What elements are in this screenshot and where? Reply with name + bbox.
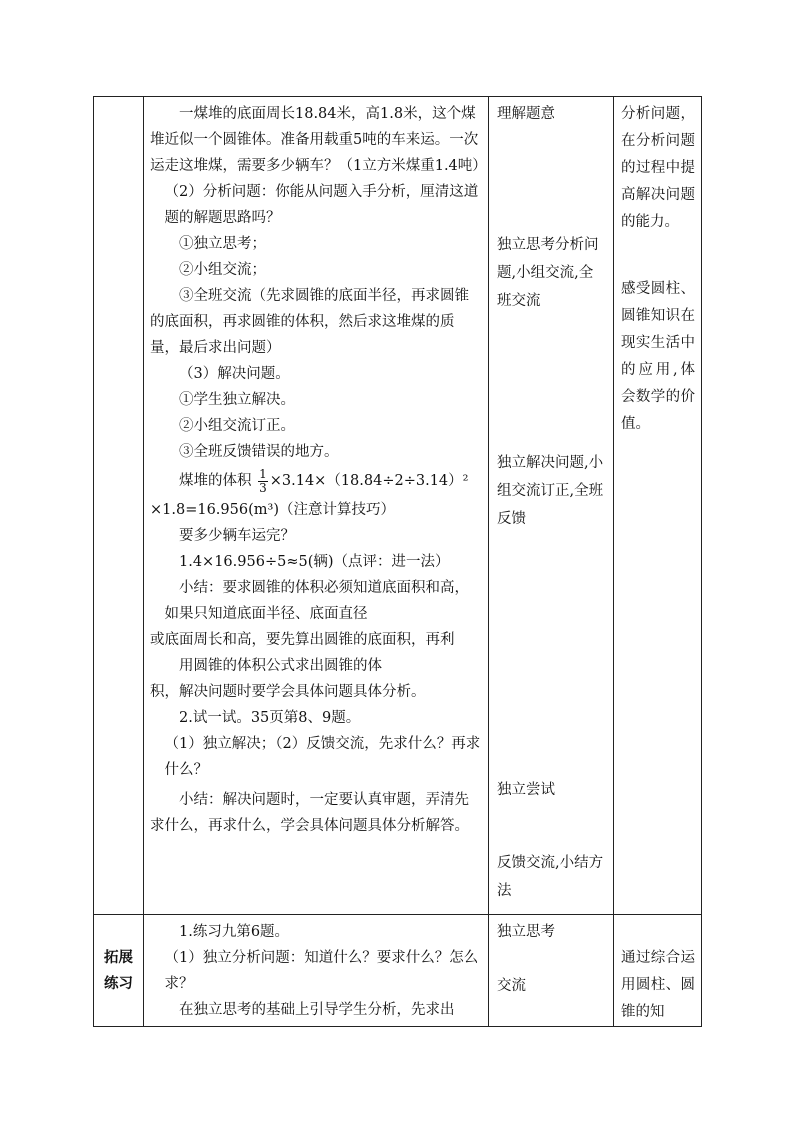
- try-title: 2.试一试。35页第8、9题。: [179, 710, 361, 726]
- section-cell-empty: [94, 97, 144, 915]
- summary-1-line-5: 积，解决问题时要学会具体问题具体分析。: [150, 684, 426, 700]
- analyze-title: （2）分析问题：你能从问题入手分析，厘清这道题的解题思路吗？: [164, 184, 479, 226]
- calculation: 1.4×16.956÷5≈5(辆)（点评：进一法）: [179, 554, 450, 570]
- table-row-extend: [94, 915, 702, 1027]
- solve-title: （3）解决问题。: [179, 366, 290, 382]
- activity-solve: 独立解决问题,小组交流订正,全班反馈: [497, 455, 604, 527]
- extend-line-2: （1）独立分析问题：知道什么？要求什么？怎么求？: [164, 950, 479, 992]
- student-activity-cell-2: [489, 915, 614, 1027]
- analyze-step-3: ③全班交流（先求圆锥的底面半径，再求圆锥的底面积，再求圆锥的体积，然后求这堆煤的质量，最后求出问题）: [150, 288, 469, 356]
- summary-1-line-2: 如果只知道底面半径、底面直径: [164, 606, 368, 622]
- summary-1-line-4: 用圆锥的体积公式求出圆锥的体: [179, 658, 382, 674]
- analyze-step-1: ①独立思考；: [179, 236, 266, 252]
- solve-step-2: ②小组交流订正。: [179, 418, 295, 434]
- intent-2: 通过综合运用圆柱、圆锥的知: [621, 950, 695, 1020]
- formula-line-2: ×1.8=16.956(m³)（注意计算技巧）: [150, 502, 395, 518]
- teaching-process-cell: [144, 97, 489, 915]
- formula-line-1: [150, 465, 482, 497]
- activity-2-exchange: 交流: [497, 978, 526, 994]
- summary-1-line-3: 或底面周长和高，要先算出圆锥的底面积，再利: [150, 632, 455, 648]
- activity-understand: 理解题意: [497, 106, 555, 122]
- activity-think: 独立思考分析问题,小组交流,全班交流: [497, 237, 599, 309]
- fraction-one-third: $\frac{1}{3}$: [259, 466, 267, 495]
- formula-prefix: 煤堆的体积: [179, 473, 252, 489]
- activity-try: 独立尝试: [497, 782, 555, 798]
- lesson-plan-table: [93, 96, 702, 1027]
- table-row-explore: [94, 97, 702, 915]
- analyze-step-2: ②小组交流；: [179, 262, 266, 278]
- activity-2-think: 独立思考: [497, 924, 555, 940]
- extend-line-1: 1.练习九第6题。: [179, 924, 290, 940]
- question-2: 要多少辆车运完？: [179, 528, 295, 544]
- student-activity-cell: [489, 97, 614, 915]
- problem-text: 一煤堆的底面周长18.84米，高1.8米，这个煤堆近似一个圆锥体。准备用载重5吨的车来运。一次运走这堆煤，需要多少辆车？（1立方米煤重1.4吨）: [150, 106, 487, 174]
- design-intent-cell-2: [614, 915, 702, 1027]
- try-steps: （1）独立解决；（2）反馈交流，先求什么？再求什么？: [164, 736, 481, 778]
- intent-part-2: 感受圆柱、圆锥知识在现实生活中的应用,体会数学的价值。: [621, 281, 695, 432]
- extend-line-3: 在独立思考的基础上引导学生分析，先求出: [179, 1002, 455, 1018]
- formula-rest: ×3.14×（18.84÷2÷3.14）²: [269, 473, 469, 489]
- design-intent-cell: [614, 97, 702, 915]
- solve-step-1: ①学生独立解决。: [179, 392, 295, 408]
- summary-1-line-1: 小结：要求圆锥的体积必须知道底面积和高，: [179, 580, 469, 596]
- summary-2: 小结：解决问题时，一定要认真审题，弄清先求什么，再求什么，学会具体问题具体分析解答。: [150, 792, 469, 834]
- activity-feedback: 反馈交流,小结方法: [497, 855, 604, 899]
- solve-step-3: ③全班反馈错误的地方。: [179, 444, 339, 460]
- intent-part-1: 分析问题，在分析问题的过程中提高解决问题的能力。: [621, 106, 695, 230]
- teaching-process-cell-2: [144, 915, 489, 1027]
- section-label-extend-practice: 拓展 练习: [94, 915, 144, 1027]
